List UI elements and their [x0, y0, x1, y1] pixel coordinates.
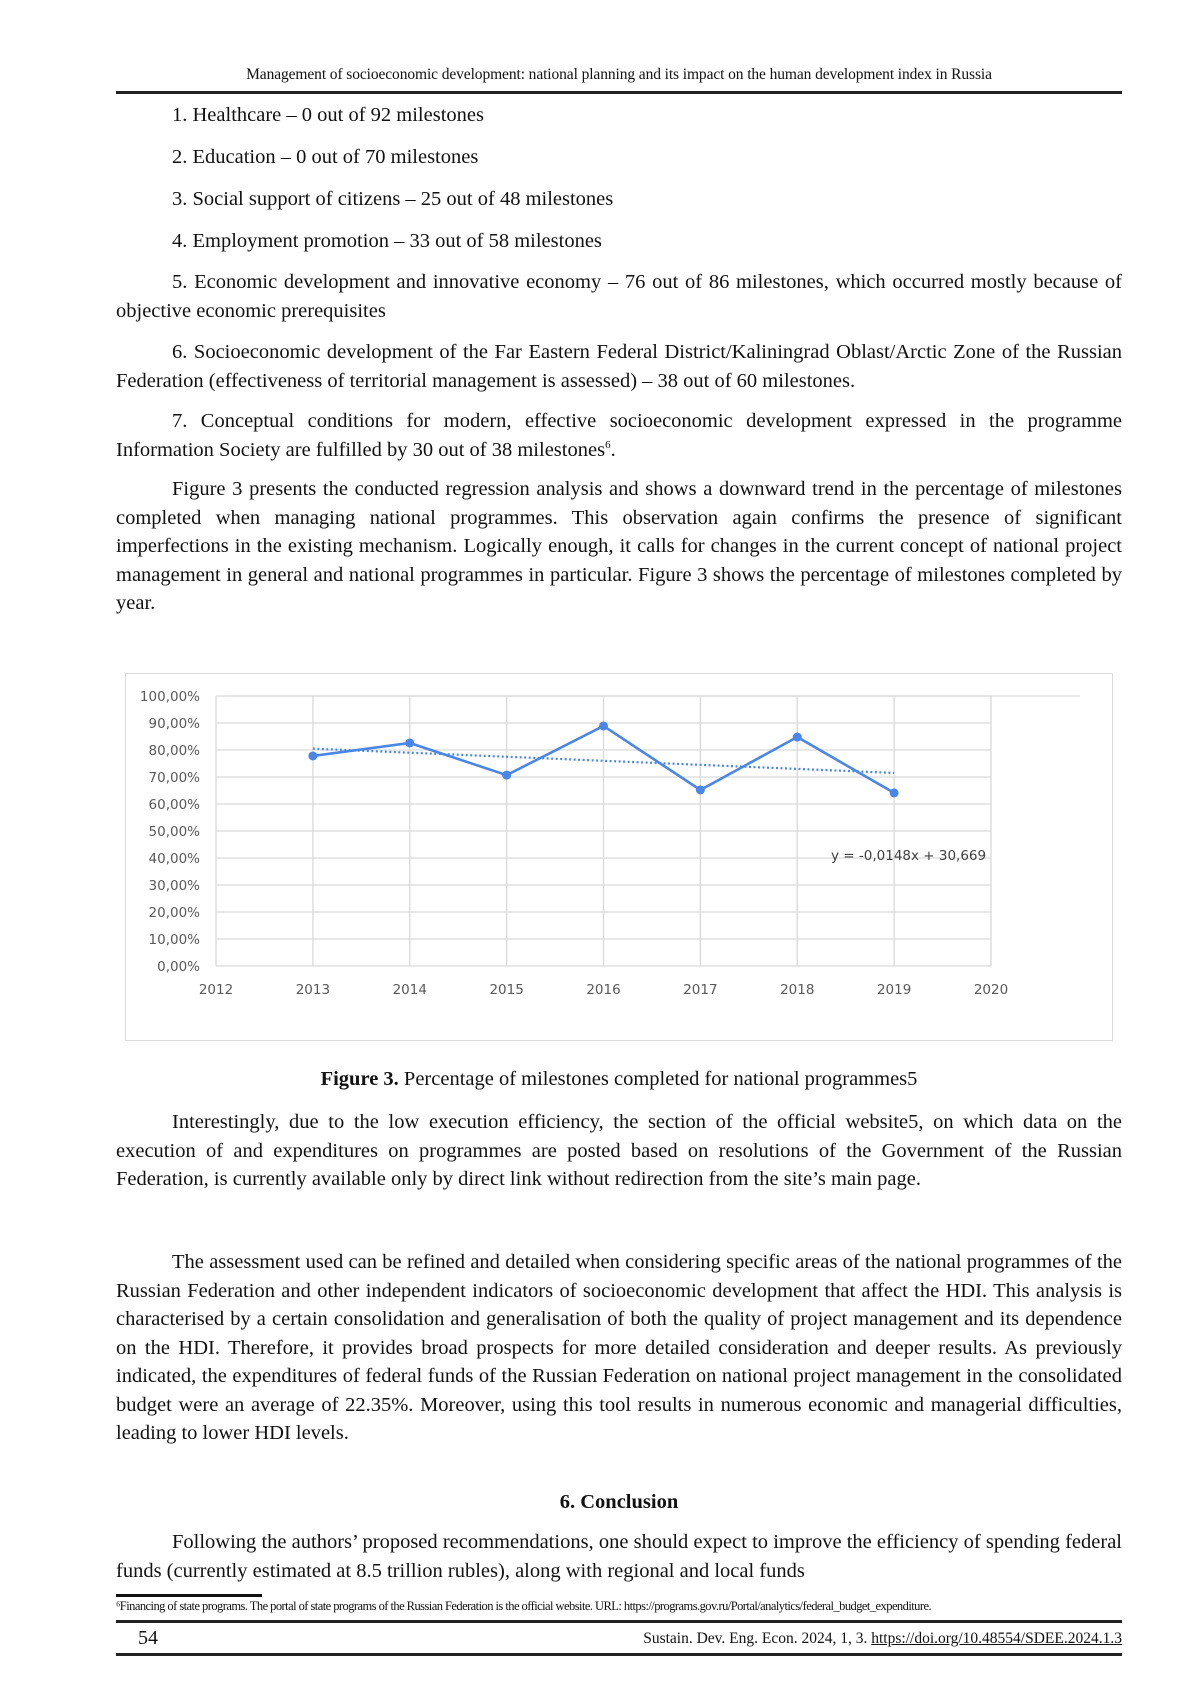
svg-text:2014: 2014: [392, 982, 427, 998]
svg-text:2019: 2019: [876, 982, 912, 998]
svg-text:30,00%: 30,00%: [148, 878, 200, 894]
figure-3-chart: [125, 673, 1113, 1041]
caption-label: Figure 3.: [320, 1068, 399, 1090]
list-item-text: 7. Conceptual conditions for modern, effective socioeconomic development expressed in the programme Information Society are fulfilled by 30 out of 38 milestones: [116, 410, 1122, 461]
svg-text:40,00%: 40,00%: [148, 851, 200, 867]
trendline-equation: y = -0,0148x + 30,669: [831, 848, 987, 864]
paragraph-text: Interestingly, due to the low execution efficiency, the section of the official website5, on which data on the execution of and expenditures on programmes are posted based on resolutions of the Government of the Russian Federation, is currently available only by direct link without redirection from the site’s main page.: [116, 1111, 1122, 1190]
svg-text:2015: 2015: [489, 982, 524, 998]
svg-text:10,00%: 10,00%: [148, 932, 200, 948]
punctuation: .: [610, 438, 616, 461]
svg-text:2017: 2017: [683, 982, 718, 998]
page-number: 54: [138, 1627, 158, 1649]
paragraph-assessment: [116, 1248, 1122, 1448]
svg-text:20,00%: 20,00%: [148, 905, 200, 921]
x-axis-ticks: [199, 982, 1008, 998]
caption-text: Percentage of milestones completed for national programmes5: [398, 1068, 918, 1090]
doi-link[interactable]: https://doi.org/10.48554/SDEE.2024.1.3: [871, 1630, 1122, 1647]
running-head: Management of socioeconomic development: national planning and its impact on the human development index in Russia: [246, 66, 992, 83]
figure-caption: [116, 1068, 1122, 1091]
svg-text:2013: 2013: [295, 982, 331, 998]
paragraph-figure-intro: [116, 475, 1122, 618]
svg-text:70,00%: 70,00%: [148, 770, 200, 786]
header-rule: [116, 91, 1122, 94]
list-item: 3. Social support of citizens – 25 out of 48 milestones: [172, 188, 614, 210]
footer-rule-bottom: [116, 1653, 1122, 1656]
journal-citation: Sustain. Dev. Eng. Econ. 2024, 1, 3.: [643, 1630, 872, 1647]
svg-text:80,00%: 80,00%: [148, 743, 200, 759]
line-chart: [126, 674, 1112, 1040]
footer-rule-top: [116, 1620, 1122, 1623]
list-item: 6. Socioeconomic development of the Far Eastern Federal District/Kaliningrad Oblast/Arctic Zone of the Russian Federation (effectiveness of territorial management is assessed) – 38 out of 60 milestones.: [116, 341, 1122, 392]
list-item-7: [116, 407, 1122, 464]
list-item: 5. Economic development and innovative economy – 76 out of 86 milestones, which occurred mostly because of objective economic prerequisites: [116, 271, 1122, 322]
list-item: 2. Education – 0 out of 70 milestones: [172, 146, 479, 168]
footnote-rule: [116, 1594, 262, 1597]
svg-text:2012: 2012: [198, 982, 234, 998]
svg-text:2020: 2020: [973, 982, 1009, 998]
paragraph-text: Figure 3 presents the conducted regression analysis and shows a downward trend in the percentage of milestones completed when managing national programmes. This observation again confirms the presence of significant imperfections in the existing mechanism. Logically enough, it calls for changes in the current concept of national project management in general and national programmes in particular. Figure 3 shows the percentage of milestones completed by year.: [116, 478, 1122, 614]
svg-text:90,00%: 90,00%: [148, 716, 200, 732]
paragraph-conclusion: [116, 1528, 1122, 1585]
footnote: ⁶Financing of state programs. The portal of state programs of the Russian Federation is the official website. URL: https://programs.gov.ru/Portal/analytics/federal_budget_expenditure.: [116, 1599, 932, 1613]
svg-text:2018: 2018: [780, 982, 815, 998]
paragraph-interestingly: [116, 1108, 1122, 1194]
gridlines: [216, 696, 991, 966]
svg-text:60,00%: 60,00%: [148, 797, 200, 813]
journal-reference: [643, 1630, 1122, 1648]
paragraph-text: The assessment used can be refined and detailed when considering specific areas of the national programmes of the Russian Federation and other independent indicators of socioeconomic development that affect the HDI. This analysis is characterised by a certain consolidation and generalisation of both the quality of project management and its dependence on the HDI. Therefore, it provides broad prospects for more detailed consideration and deeper results. As previously indicated, the expenditures of federal funds of the Russian Federation on national project management in the consolidated budget were an average of 22.35%. Moreover, using this tool results in numerous economic and managerial difficulties, leading to lower HDI levels.: [116, 1251, 1122, 1444]
svg-text:100,00%: 100,00%: [139, 689, 200, 705]
paragraph-text: Following the authors’ proposed recommendations, one should expect to improve the efficiency of spending federal funds (currently estimated at 8.5 trillion rubles), along with regional and local funds: [116, 1531, 1122, 1582]
list-item: 4. Employment promotion – 33 out of 58 milestones: [172, 230, 602, 252]
list-item: 1. Healthcare – 0 out of 92 milestones: [172, 104, 484, 126]
section-heading: 6. Conclusion: [559, 1491, 679, 1513]
svg-text:50,00%: 50,00%: [148, 824, 200, 840]
svg-text:2016: 2016: [586, 982, 621, 998]
y-axis-ticks: [140, 689, 200, 975]
svg-text:0,00%: 0,00%: [157, 959, 200, 975]
footnote-ref[interactable]: 6: [605, 438, 611, 451]
